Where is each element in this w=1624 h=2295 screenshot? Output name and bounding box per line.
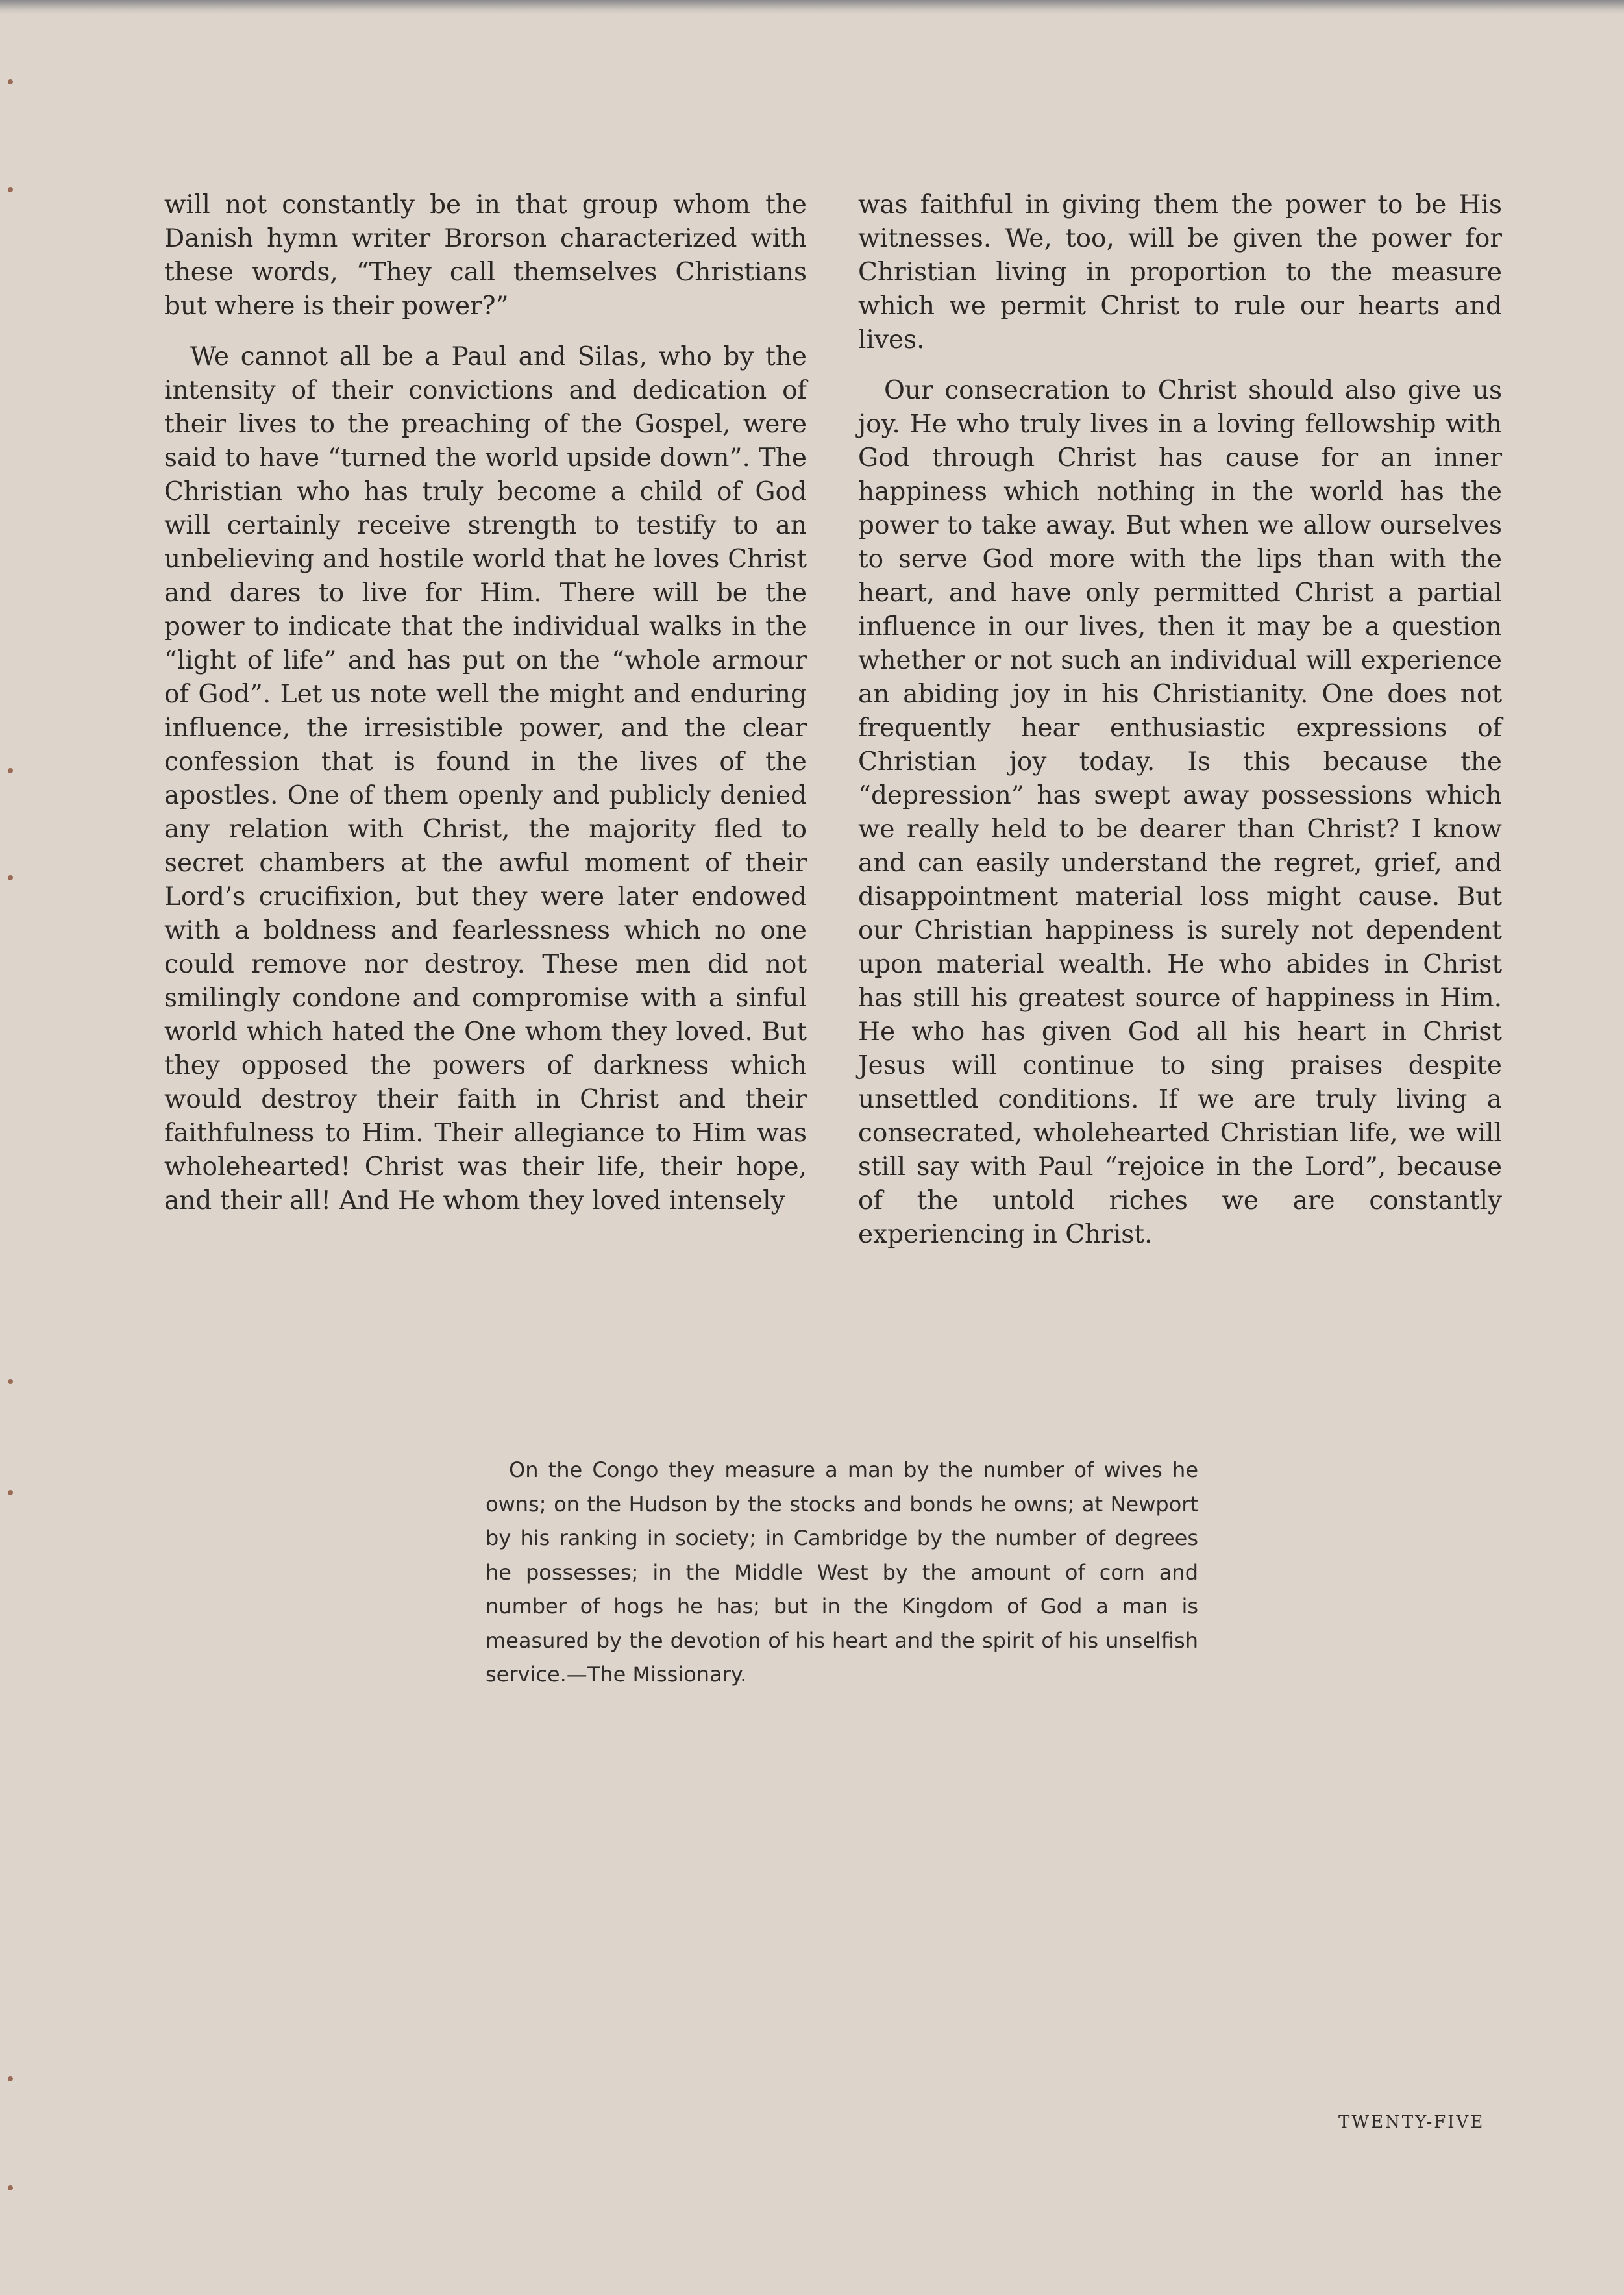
article-paragraph: Our consecration to Christ should also give us joy. He who truly lives in a loving fellowship with God through Christ has cause for an inner happiness which nothing in the world has the power to take away. But when we allow ourselves to serve God more with the lips than with the heart, and have only permitted Christ a partial influence in our lives, then it may be a question whether or not such an individual will experience an abiding joy in his Christianity. One does not frequently hear enthusiastic expressions of Christian joy today. Is this because the “depression” has swept away possessions which we really held to be dearer than Christ? I know and can easily understand the regret, grief, and disappointment material loss might cause. But our Christian happiness is surely not dependent upon material wealth. He who abides in Christ has still his greatest source of happiness in Him. He who has given God all his heart in Christ Jesus will continue to sing praises despite unsettled conditions. If we are truly living a consecrated, wholehearted Christian life, we will still say with Paul “rejoice in the Lord”, because of the untold riches we are constantly experiencing in Christ.	[858, 376, 1502, 1249]
page-top-edge	[0, 0, 1624, 14]
binding-hole-mark	[8, 1490, 13, 1495]
binding-hole-mark	[8, 2076, 13, 2081]
article-paragraph: will not constantly be in that group whom the Danish hymn writer Brorson characterized with these words, “They call themselves Christians but where is their power?”	[164, 190, 807, 321]
binding-hole-mark	[8, 79, 13, 84]
binding-hole-mark	[8, 875, 13, 880]
article-paragraph: was faithful in giving them the power to be His witnesses. We, too, will be given the power for Christian living in proportion to the measure which we permit Christ to rule our hearts and lives.	[858, 190, 1502, 354]
filler-quote: On the Congo they measure a man by the number of wives he owns; on the Hudson by the stocks and bonds he owns; at Newport by his ranking in society; in Cambridge by the number of degrees he possesses; in the Middle West by the amount of corn and number of hogs he has; but in the Kingdom of God a man is measured by the devotion of his heart and the spirit of his unselfish service.—The Missionary.	[486, 1458, 1198, 1687]
page-number: TWENTY-FIVE	[1338, 2113, 1485, 2132]
binding-hole-mark	[8, 768, 13, 773]
article-paragraph: We cannot all be a Paul and Silas, who by the intensity of their convictions and dedication of their lives to the preaching of the Gospel, were said to have “turned the world upside down”. The Christian who has truly become a child of God will certainly receive strength to testify to an unbelieving and hostile world that he loves Christ and dares to live for Him. There will be the power to indicate that the individual walks in the “light of life” and has put on the “whole armour of God”. Let us note well the might and enduring influence, the irresistible power, and the clear confession that is found in the lives of the apostles. One of them openly and publicly denied any relation with Christ, the majority fled to secret chambers at the awful moment of their Lord’s crucifixion, but they were later endowed with a boldness and fearlessness which no one could remove nor destroy. These men did not smilingly condone and compromise with a sinful world which hated the One whom they loved. But they opposed the powers of darkness which would destroy their faith in Christ and their faithfulness to Him. Their allegiance to Him was wholehearted! Christ was their life, their hope, and their all! And He whom they loved intensely	[164, 342, 807, 1215]
article-right-column	[858, 188, 1502, 1269]
binding-hole-mark	[8, 187, 13, 192]
binding-hole-mark	[8, 2185, 13, 2190]
binding-hole-mark	[8, 1379, 13, 1384]
article-left-column	[164, 188, 807, 1235]
